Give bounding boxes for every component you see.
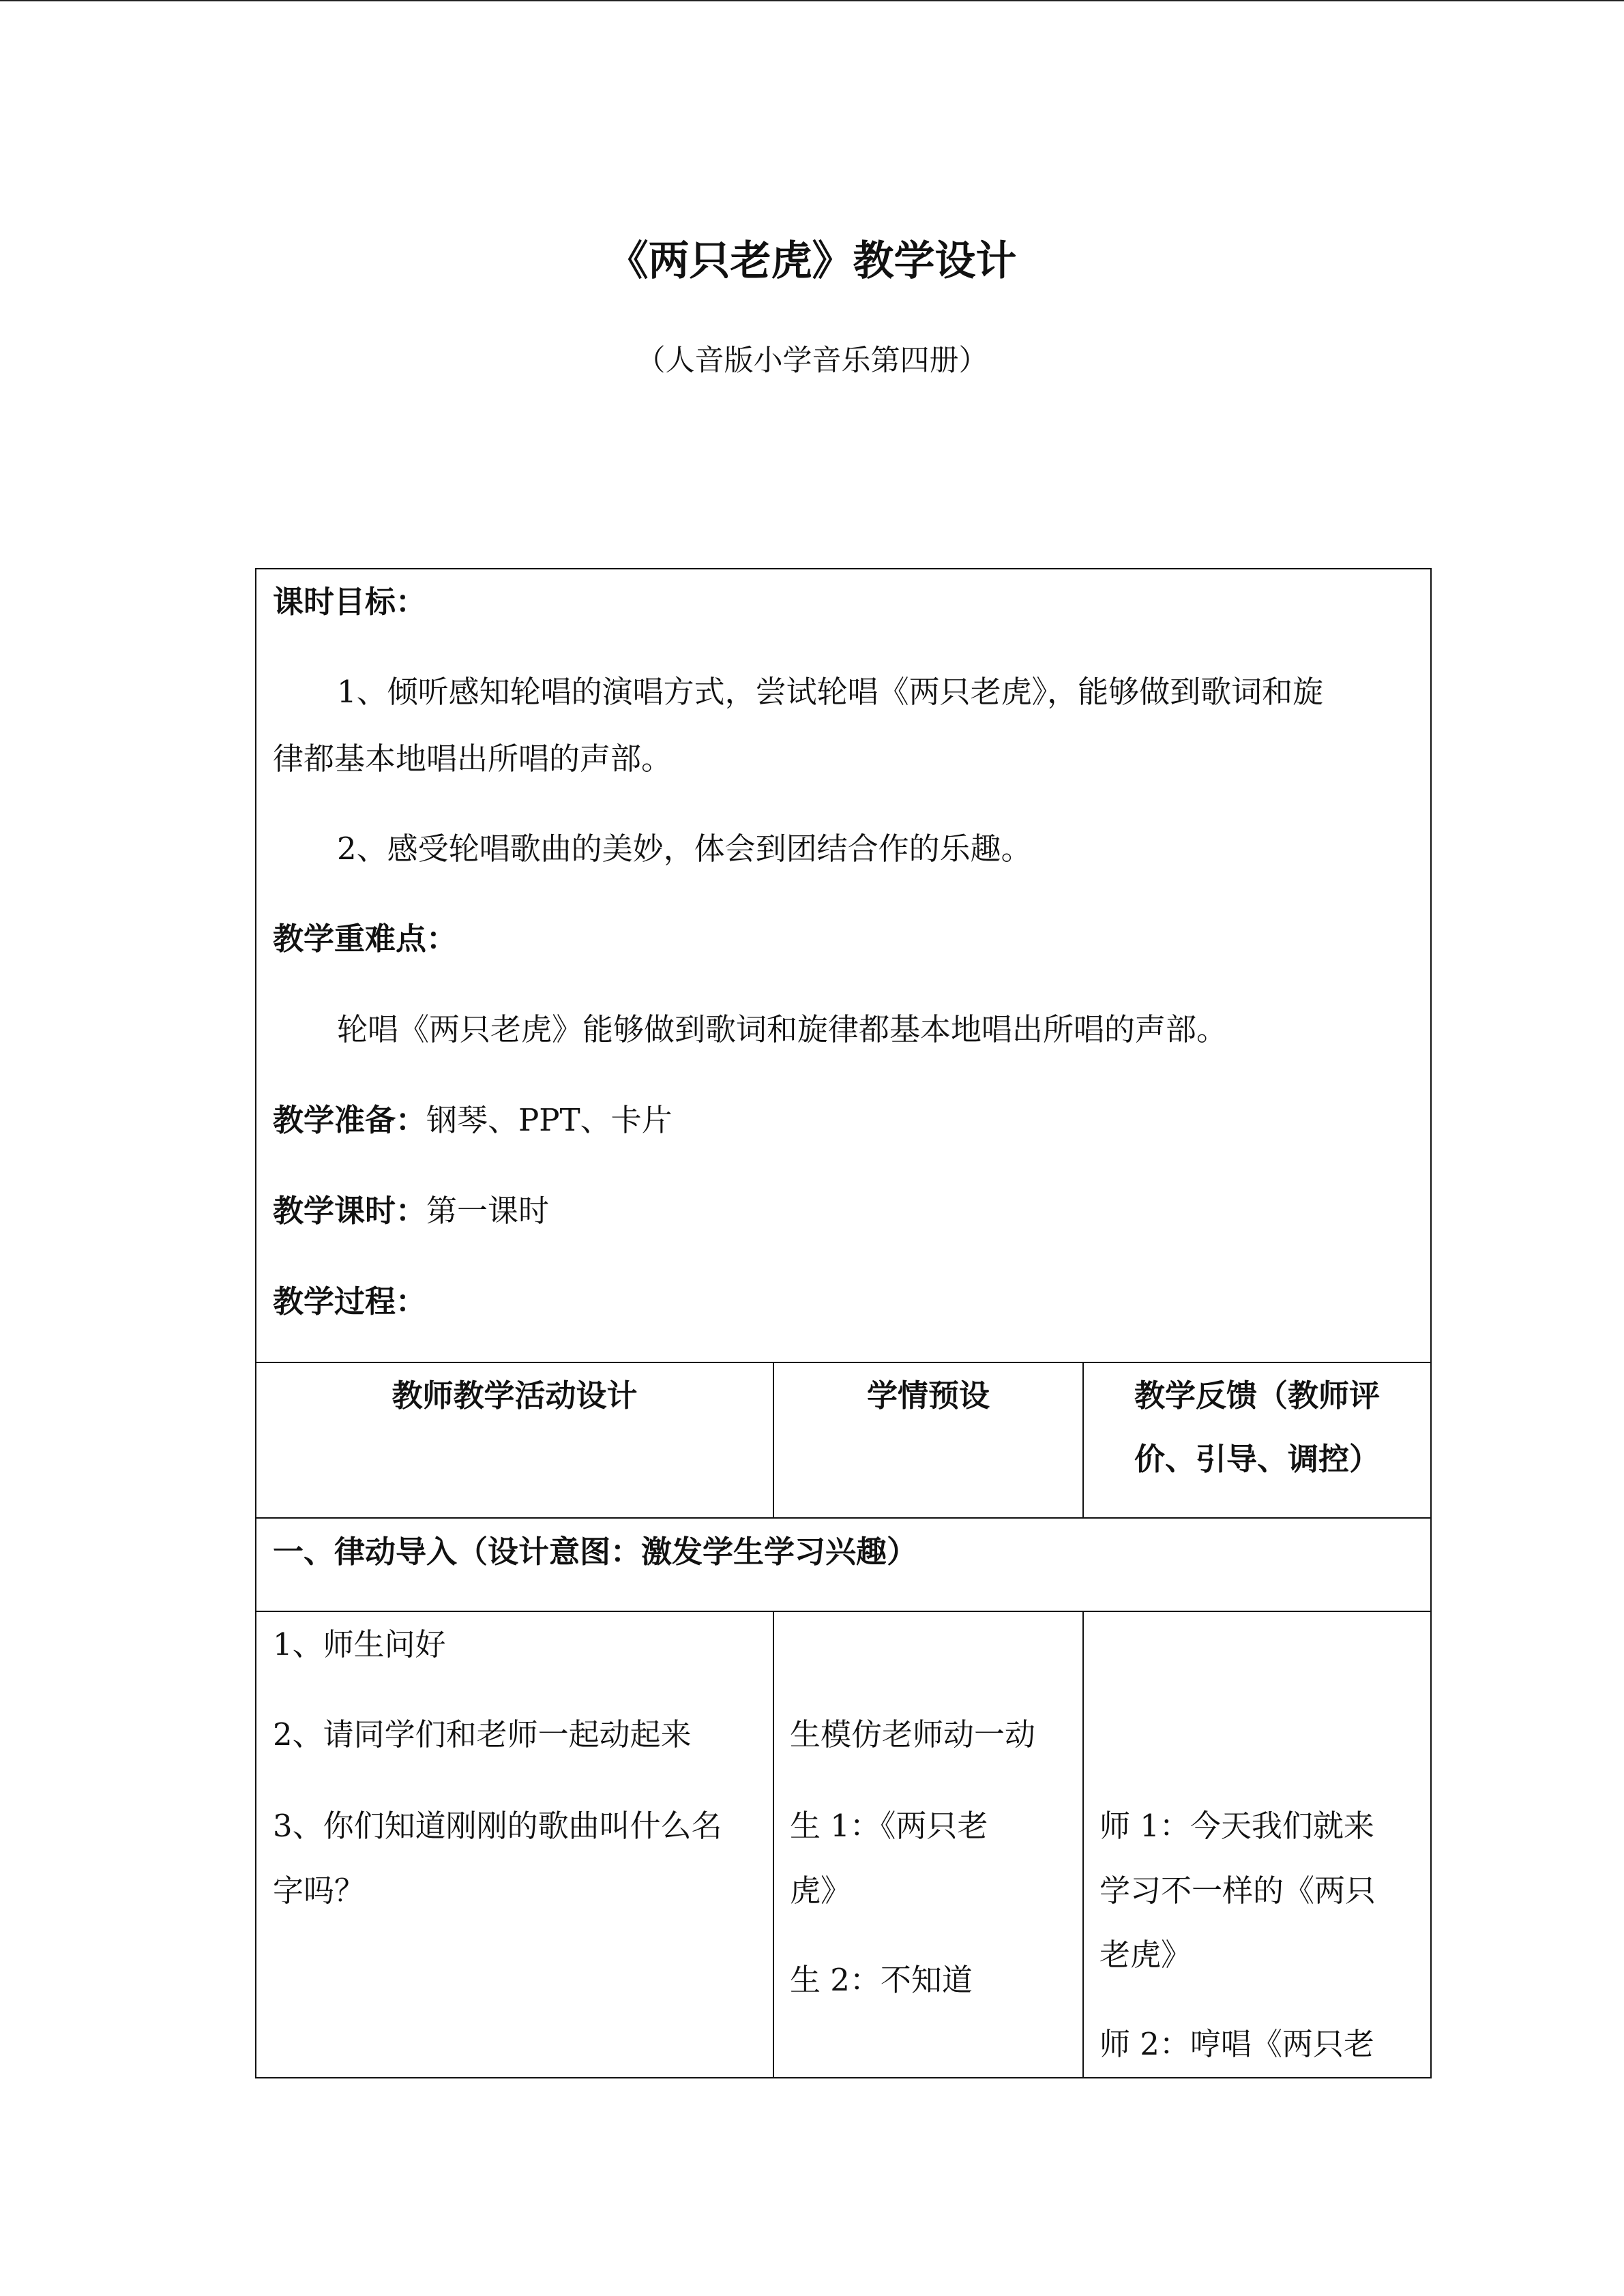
lesson-time-value: 第一课时 bbox=[426, 1193, 550, 1229]
goal-item-2: 2、感受轮唱歌曲的美妙，体会到团结合作的乐趣。 bbox=[337, 831, 1032, 867]
page-top-border bbox=[0, 0, 1624, 1]
goal-item-1-line-2: 律都基本地唱出所唱的声部。 bbox=[273, 741, 673, 777]
preparation-line bbox=[273, 1098, 673, 1143]
header-student-expectations: 学情预设 bbox=[866, 1377, 990, 1414]
student-1-line-2: 虎》 bbox=[790, 1873, 852, 1909]
document-title: 《两只老虎》教学设计 bbox=[607, 237, 1017, 285]
lesson-time-label: 教学课时： bbox=[273, 1193, 427, 1229]
goal-item-1-line-1: 1、倾听感知轮唱的演唱方式，尝试轮唱《两只老虎》，能够做到歌词和旋 bbox=[337, 674, 1324, 710]
row-divider-header-bottom bbox=[255, 1517, 1432, 1519]
teacher-step-1: 1、师生问好 bbox=[273, 1626, 446, 1663]
section-1-title: 一、律动导入（设计意图：激发学生学习兴趣） bbox=[273, 1534, 918, 1570]
column-divider-2-body bbox=[1082, 1611, 1084, 2078]
goals-heading: 课时目标： bbox=[273, 584, 427, 620]
process-heading: 教学过程： bbox=[273, 1283, 427, 1320]
student-1-line-1: 生 1：《两只老 bbox=[790, 1808, 988, 1844]
preparation-value: 钢琴、PPT、卡片 bbox=[426, 1102, 673, 1138]
row-divider-header-top bbox=[255, 1362, 1432, 1363]
student-imitate: 生模仿老师动一动 bbox=[790, 1716, 1036, 1753]
header-teacher-activities: 教师教学活动设计 bbox=[392, 1377, 638, 1414]
lesson-plan-table bbox=[255, 568, 1432, 2078]
lesson-time-line bbox=[273, 1189, 549, 1234]
teacher-step-3-line-1: 3、你们知道刚刚的歌曲叫什么名 bbox=[273, 1808, 722, 1844]
preparation-label: 教学准备： bbox=[273, 1102, 427, 1138]
feedback-teacher-1-line-3: 老虎》 bbox=[1099, 1937, 1192, 1973]
feedback-teacher-1-line-2: 学习不一样的《两只 bbox=[1099, 1873, 1376, 1909]
key-points-text: 轮唱《两只老虎》能够做到歌词和旋律都基本地唱出所唱的声部。 bbox=[337, 1011, 1228, 1047]
student-2: 生 2：不知道 bbox=[790, 1962, 973, 1998]
key-points-heading: 教学重难点： bbox=[273, 921, 458, 957]
teacher-step-3-line-2: 字吗？ bbox=[273, 1873, 366, 1909]
feedback-teacher-2: 师 2：哼唱《两只老 bbox=[1099, 2026, 1374, 2062]
header-feedback-line-1: 教学反馈（教师评 bbox=[1134, 1377, 1380, 1414]
document-subtitle: （人音版小学音乐第四册） bbox=[636, 344, 988, 378]
row-divider-section-bottom bbox=[255, 1611, 1432, 1612]
header-feedback-line-2: 价、引导、调控） bbox=[1134, 1441, 1380, 1477]
feedback-teacher-1-line-1: 师 1：今天我们就来 bbox=[1099, 1808, 1374, 1844]
column-divider-1-body bbox=[773, 1611, 774, 2078]
teacher-step-2: 2、请同学们和老师一起动起来 bbox=[273, 1716, 692, 1753]
